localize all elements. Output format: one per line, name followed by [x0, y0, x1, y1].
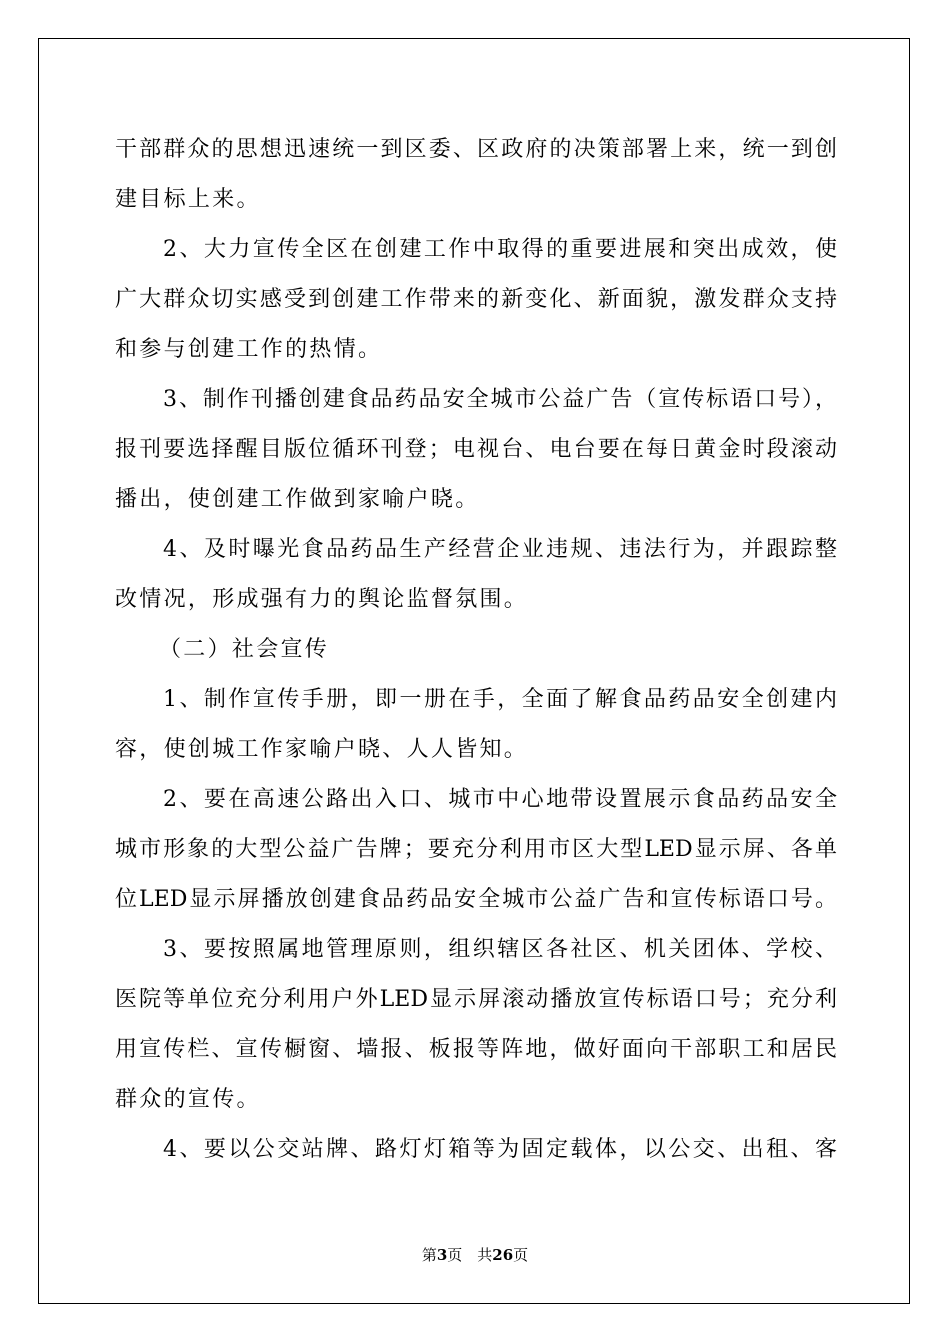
- text-line: 4、及时曝光食品药品生产经营企业违规、违法行为，并跟踪整: [163, 537, 837, 562]
- page-footer: [0, 1244, 950, 1265]
- text-line: 报刊要选择醒目版位循环刊登；电视台、电台要在每日黄金时段滚动: [115, 437, 837, 462]
- current-page-number: 3: [436, 1246, 448, 1264]
- text-line: 1、制作宣传手册，即一册在手，全面了解食品药品安全创建内: [163, 687, 837, 712]
- text-line: 播出，使创建工作做到家喻户晓。: [115, 487, 480, 512]
- text-line: 群众的宣传。: [115, 1087, 261, 1112]
- text-line: 和参与创建工作的热情。: [115, 337, 383, 362]
- document-body: [115, 128, 837, 1178]
- text-line: 改情况，形成强有力的舆论监督氛围。: [115, 587, 529, 612]
- text-line: 干部群众的思想迅速统一到区委、区政府的决策部署上来，统一到创: [115, 137, 837, 162]
- text-line: 容，使创城工作家喻户晓、人人皆知。: [115, 737, 529, 762]
- text-line: 3、要按照属地管理原则，组织辖区各社区、机关团体、学校、: [163, 937, 837, 962]
- footer-suffix: 页: [513, 1246, 529, 1264]
- footer-prefix: 第: [421, 1246, 437, 1264]
- text-line: 2、要在高速公路出入口、城市中心地带设置展示食品药品安全: [163, 787, 837, 812]
- text-line: 3、制作刊播创建食品药品安全城市公益广告（宣传标语口号），: [163, 387, 837, 412]
- text-line: 医院等单位充分利用户外LED显示屏滚动播放宣传标语口号；充分利: [115, 987, 837, 1012]
- total-pages-number: 26: [492, 1246, 514, 1264]
- text-line: 4、要以公交站牌、路灯灯箱等为固定载体，以公交、出租、客: [163, 1137, 837, 1162]
- text-line: 建目标上来。: [115, 187, 261, 212]
- text-line: 位LED显示屏播放创建食品药品安全城市公益广告和宣传标语口号。: [115, 887, 837, 912]
- text-line: 城市形象的大型公益广告牌；要充分利用市区大型LED显示屏、各单: [115, 837, 837, 862]
- footer-mid: 页 共: [447, 1246, 493, 1264]
- text-line: 广大群众切实感受到创建工作带来的新变化、新面貌，激发群众支持: [115, 287, 837, 312]
- text-line: 2、大力宣传全区在创建工作中取得的重要进展和突出成效，使: [163, 237, 837, 262]
- text-line: 用宣传栏、宣传橱窗、墙报、板报等阵地，做好面向干部职工和居民: [115, 1037, 837, 1062]
- text-line: （二）社会宣传: [159, 637, 330, 662]
